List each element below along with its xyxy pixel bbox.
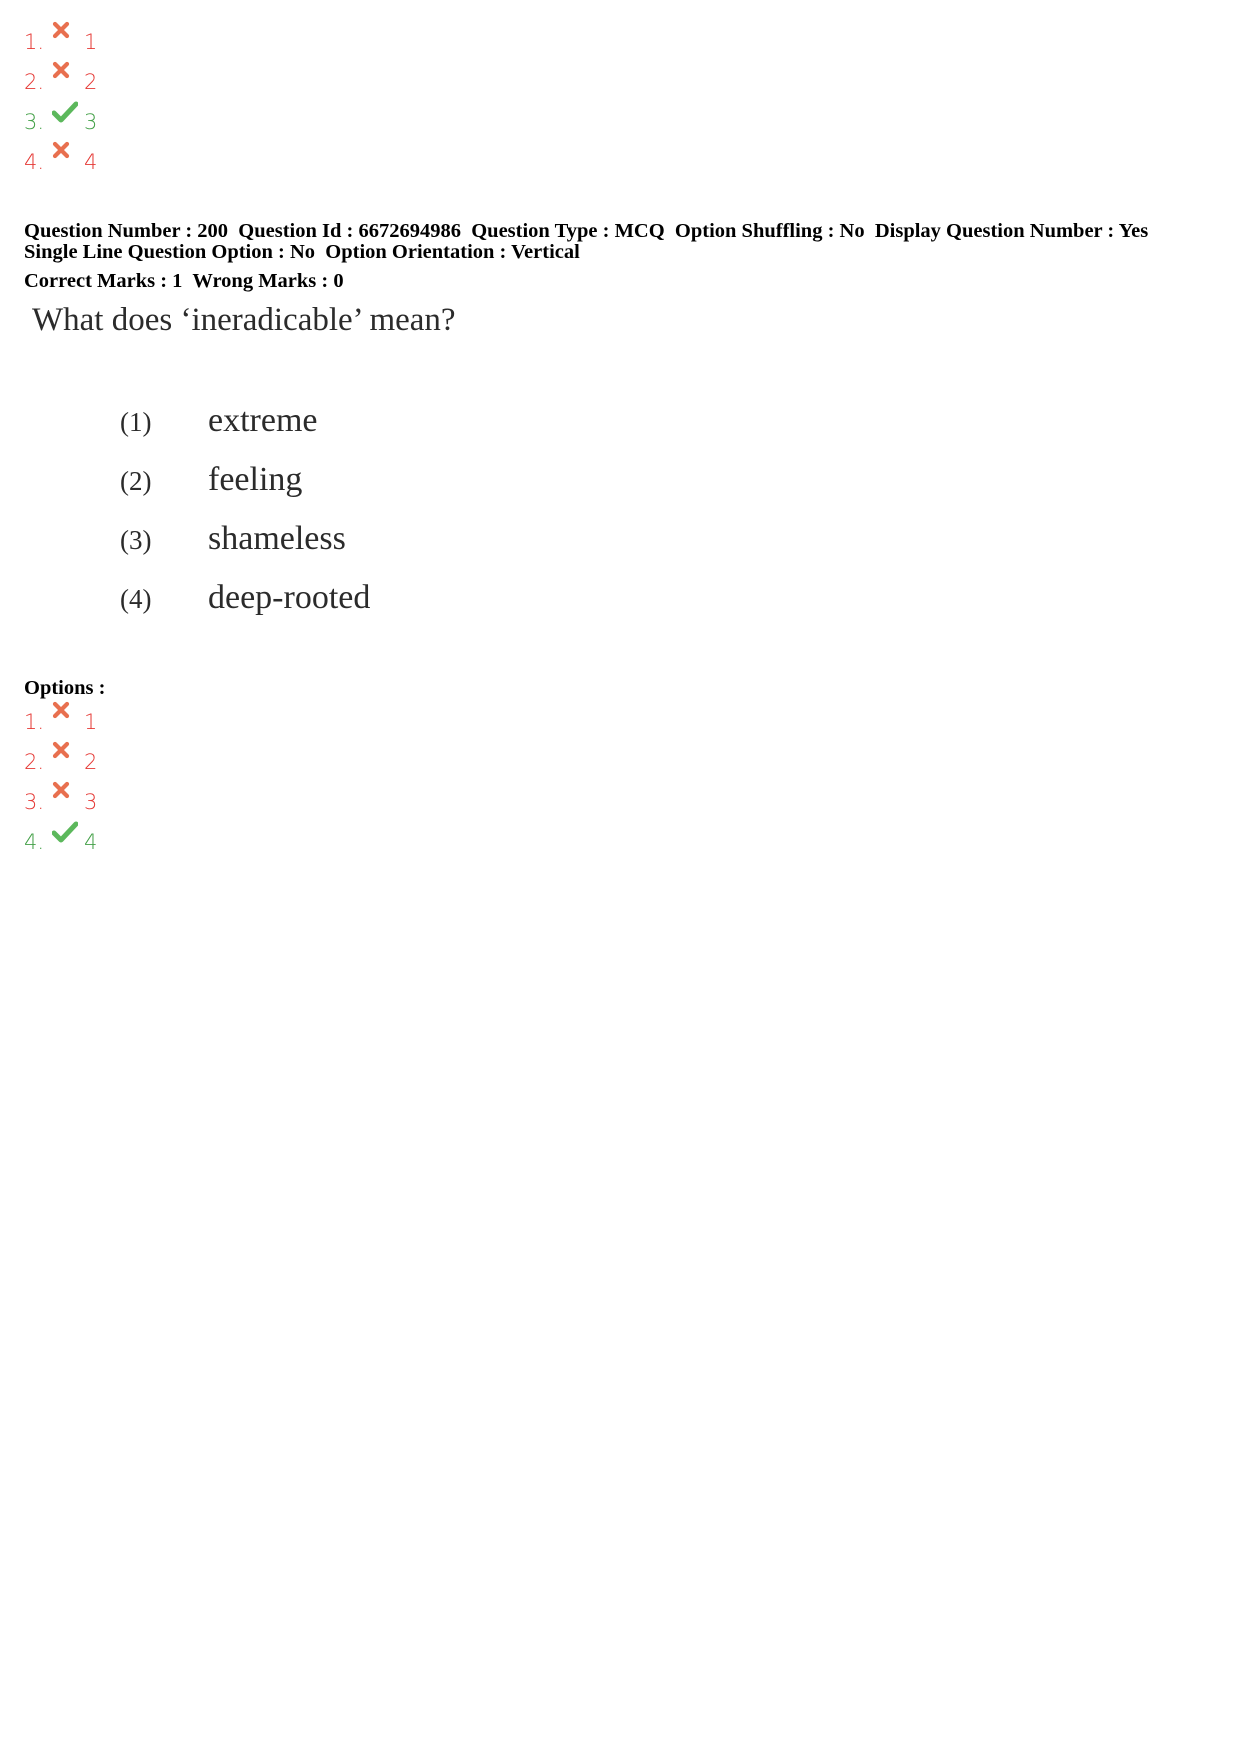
question-marks-line: Correct Marks : 1 Wrong Marks : 0 (24, 270, 344, 292)
option-row (24, 702, 97, 742)
option-number: 4. (24, 830, 45, 854)
option-number: 1. (24, 30, 45, 54)
option-row (24, 102, 97, 142)
question-image (24, 302, 494, 632)
question-choice-text: shameless (208, 520, 346, 557)
cross-icon (52, 747, 80, 777)
question-choice-label: (4) (120, 584, 152, 614)
option-value: 3 (84, 110, 98, 134)
option-number: 3. (24, 790, 45, 814)
cross-icon (52, 147, 80, 177)
option-value: 4 (84, 150, 98, 174)
question-choice (120, 520, 346, 558)
cross-icon (52, 27, 80, 57)
option-value: 2 (84, 70, 98, 94)
question-choice-text: feeling (208, 461, 303, 498)
option-number: 3. (24, 110, 45, 134)
option-row (24, 782, 97, 822)
question-meta-line-2: Single Line Question Option : No Option Orientation : Vertical (24, 241, 580, 263)
question-choice-label: (1) (120, 407, 152, 437)
options-heading: Options : (24, 677, 106, 699)
question-choice (120, 579, 370, 617)
option-value: 1 (84, 710, 98, 734)
option-number: 2. (24, 750, 45, 774)
question-text: What does ‘ineradicable’ mean? (32, 302, 456, 338)
current-question-options (24, 702, 97, 862)
option-row (24, 742, 97, 782)
check-icon (52, 827, 80, 857)
option-value: 1 (84, 30, 98, 54)
option-row (24, 142, 97, 182)
question-choice-text: extreme (208, 402, 318, 439)
cross-icon (52, 67, 80, 97)
option-value: 2 (84, 750, 98, 774)
option-value: 4 (84, 830, 98, 854)
cross-icon (52, 787, 80, 817)
question-choice-label: (2) (120, 466, 152, 496)
cross-icon (52, 707, 80, 737)
previous-question-options (24, 22, 97, 182)
question-meta-line-1: Question Number : 200 Question Id : 6672694986 Question Type : MCQ Option Shuffling : No Display Question Number : Yes (24, 220, 1149, 242)
option-row (24, 62, 97, 102)
option-value: 3 (84, 790, 98, 814)
question-choice (120, 402, 318, 440)
option-number: 4. (24, 150, 45, 174)
question-choice (120, 461, 302, 499)
option-number: 1. (24, 710, 45, 734)
question-choice-text: deep-rooted (208, 579, 371, 616)
check-icon (52, 107, 80, 137)
question-choice-label: (3) (120, 525, 152, 555)
option-number: 2. (24, 70, 45, 94)
option-row (24, 22, 97, 62)
option-row (24, 822, 97, 862)
